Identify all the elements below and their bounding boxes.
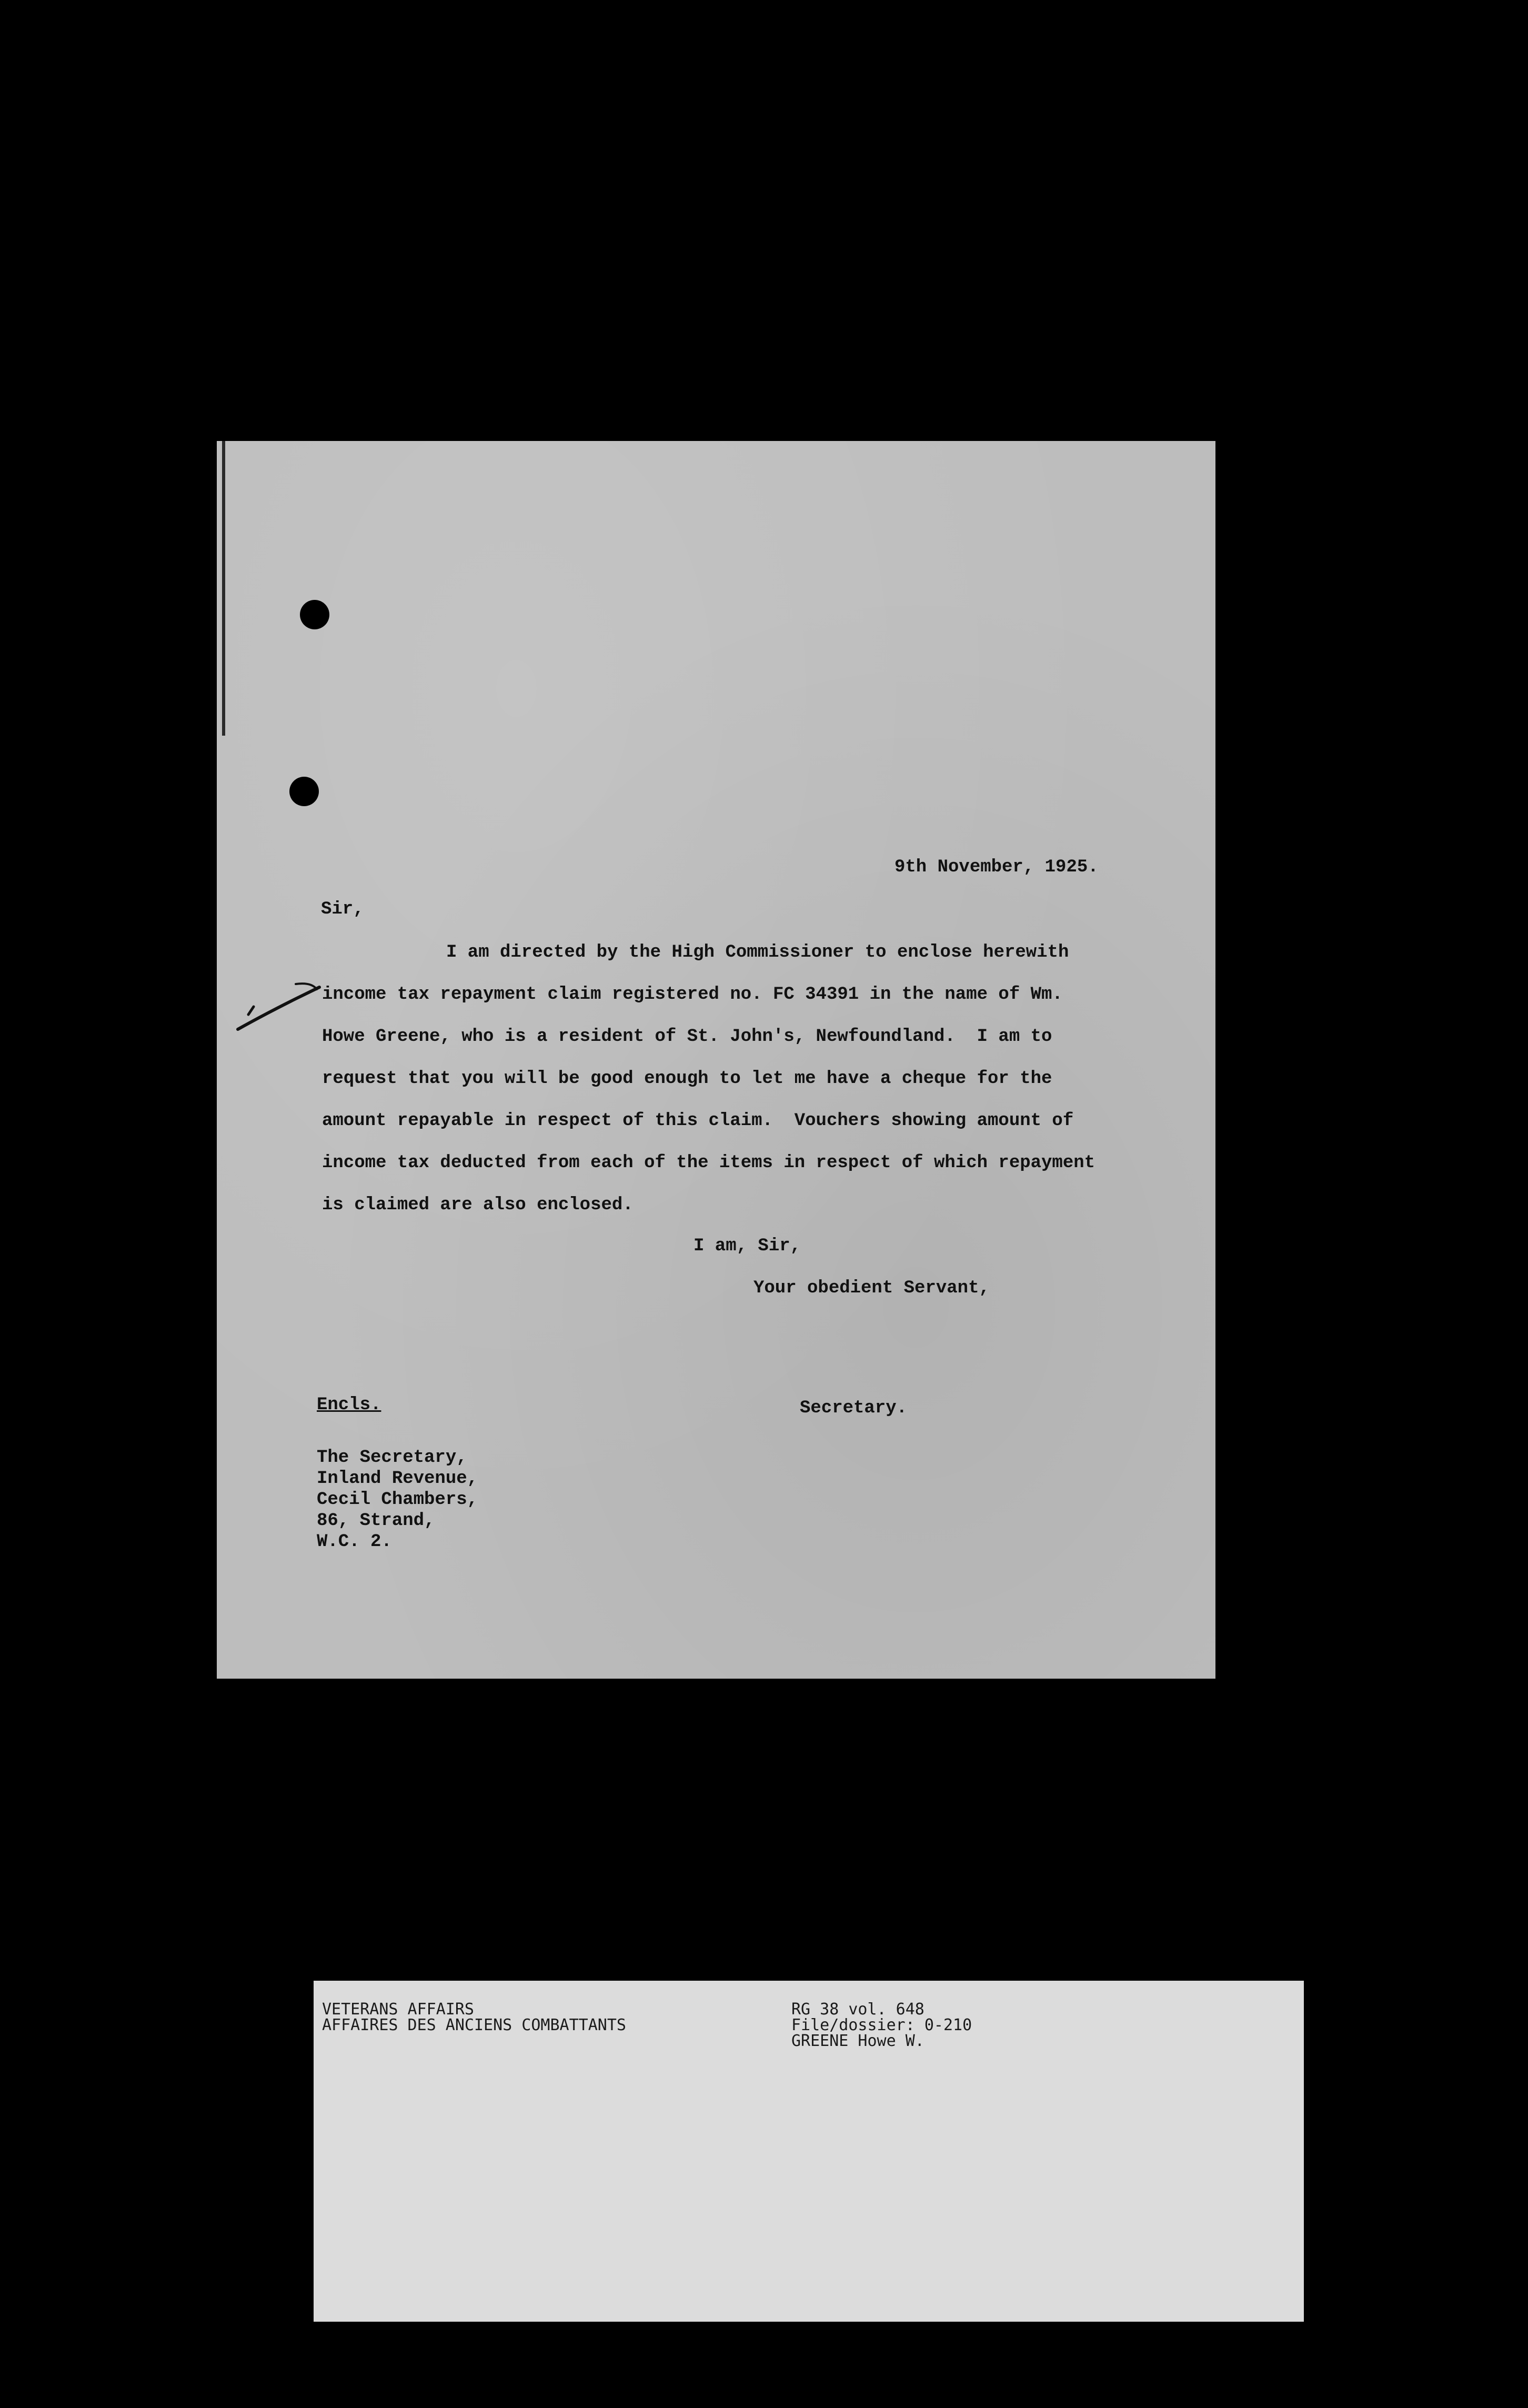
punch-hole-bottom — [289, 777, 319, 806]
addressee-line: The Secretary, — [317, 1448, 467, 1468]
closing-line-1: I am, Sir, — [693, 1236, 801, 1256]
card-file-number: File/dossier: 0-210 — [791, 2016, 972, 2034]
archive-reference-card — [314, 1981, 1304, 2322]
body-line: I am directed by the High Commissioner to enclose herewith — [446, 942, 1069, 962]
enclosures-label: Encls. — [317, 1395, 381, 1415]
letter-page — [217, 441, 1215, 1679]
body-line: income tax repayment claim registered no. FC 34391 in the name of Wm. — [322, 985, 1063, 1005]
page-edge-shadow — [222, 441, 225, 736]
body-line: request that you will be good enough to let me have a cheque for the — [322, 1069, 1052, 1089]
signature-title: Secretary. — [800, 1398, 908, 1418]
letter-date: 9th November, 1925. — [894, 857, 1099, 877]
closing-line-2: Your obedient Servant, — [753, 1278, 990, 1298]
card-record-group: RG 38 vol. 648 — [791, 2000, 924, 2019]
pen-mark — [233, 978, 322, 1036]
punch-hole-top — [300, 600, 329, 629]
letter-salutation: Sir, — [321, 899, 364, 919]
body-line: amount repayable in respect of this claim. Vouchers showing amount of — [322, 1111, 1074, 1131]
body-line: income tax deducted from each of the items in respect of which repayment — [322, 1153, 1095, 1173]
addressee-line: W.C. 2. — [317, 1532, 392, 1552]
addressee-line: Cecil Chambers, — [317, 1490, 478, 1510]
body-line: Howe Greene, who is a resident of St. John's, Newfoundland. I am to — [322, 1027, 1052, 1047]
card-department-fr: AFFAIRES DES ANCIENS COMBATTANTS — [322, 2016, 626, 2034]
card-subject-name: GREENE Howe W. — [791, 2032, 924, 2050]
addressee-line: Inland Revenue, — [317, 1469, 478, 1489]
body-line: is claimed are also enclosed. — [322, 1195, 634, 1215]
addressee-line: 86, Strand, — [317, 1511, 435, 1531]
card-department-en: VETERANS AFFAIRS — [322, 2000, 474, 2019]
